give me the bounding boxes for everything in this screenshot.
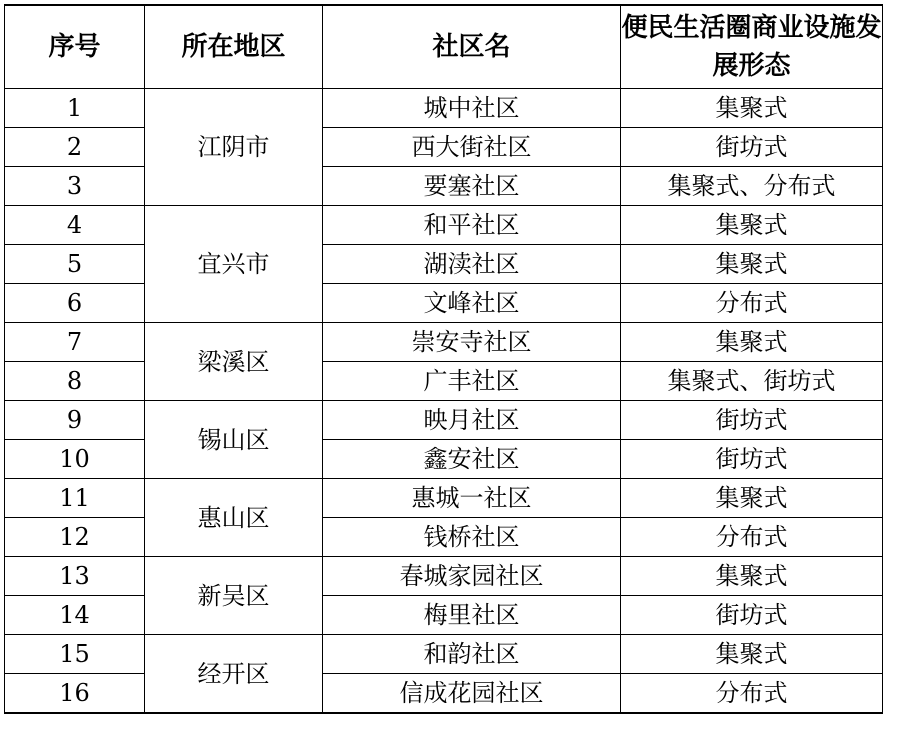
header-community: 社区名: [323, 5, 621, 89]
table-row: [5, 245, 883, 284]
table-row: [5, 674, 883, 714]
cell-community: 和韵社区: [323, 635, 621, 674]
cell-community: 城中社区: [323, 89, 621, 128]
table-row: [5, 635, 883, 674]
cell-region: 梁溪区: [145, 323, 323, 401]
cell-no: 7: [5, 323, 145, 362]
cell-no: 10: [5, 440, 145, 479]
cell-form: 街坊式: [621, 128, 883, 167]
table-row: [5, 518, 883, 557]
table-row: [5, 362, 883, 401]
table-row: [5, 401, 883, 440]
cell-form: 分布式: [621, 674, 883, 714]
cell-region: 新吴区: [145, 557, 323, 635]
cell-no: 5: [5, 245, 145, 284]
cell-no: 14: [5, 596, 145, 635]
header-form: 便民生活圈商业设施发展形态: [621, 5, 883, 89]
cell-community: 文峰社区: [323, 284, 621, 323]
cell-no: 9: [5, 401, 145, 440]
cell-form: 集聚式: [621, 206, 883, 245]
cell-community: 春城家园社区: [323, 557, 621, 596]
cell-form: 集聚式: [621, 323, 883, 362]
cell-community: 湖渎社区: [323, 245, 621, 284]
cell-community: 和平社区: [323, 206, 621, 245]
cell-form: 街坊式: [621, 401, 883, 440]
cell-form: 街坊式: [621, 596, 883, 635]
cell-form: 分布式: [621, 284, 883, 323]
cell-region: 锡山区: [145, 401, 323, 479]
cell-form: 分布式: [621, 518, 883, 557]
cell-no: 11: [5, 479, 145, 518]
table-row: [5, 167, 883, 206]
cell-community: 惠城一社区: [323, 479, 621, 518]
cell-community: 信成花园社区: [323, 674, 621, 714]
cell-no: 4: [5, 206, 145, 245]
cell-community: 崇安寺社区: [323, 323, 621, 362]
table-row: [5, 440, 883, 479]
cell-no: 13: [5, 557, 145, 596]
community-table: [4, 4, 883, 714]
cell-form: 集聚式、分布式: [621, 167, 883, 206]
cell-no: 3: [5, 167, 145, 206]
cell-community: 映月社区: [323, 401, 621, 440]
table-row: [5, 557, 883, 596]
cell-form: 集聚式、街坊式: [621, 362, 883, 401]
cell-no: 8: [5, 362, 145, 401]
header-no: 序号: [5, 5, 145, 89]
cell-no: 6: [5, 284, 145, 323]
table-row: [5, 128, 883, 167]
cell-region: 惠山区: [145, 479, 323, 557]
cell-no: 2: [5, 128, 145, 167]
cell-form: 集聚式: [621, 557, 883, 596]
cell-region: 宜兴市: [145, 206, 323, 323]
header-row: [5, 5, 883, 89]
cell-community: 梅里社区: [323, 596, 621, 635]
cell-no: 16: [5, 674, 145, 714]
cell-community: 鑫安社区: [323, 440, 621, 479]
table-row: [5, 479, 883, 518]
cell-region: 江阴市: [145, 89, 323, 206]
table-row: [5, 323, 883, 362]
table-row: [5, 89, 883, 128]
cell-form: 集聚式: [621, 89, 883, 128]
cell-region: 经开区: [145, 635, 323, 714]
table-row: [5, 596, 883, 635]
table-body: [5, 5, 883, 713]
table-row: [5, 284, 883, 323]
cell-community: 广丰社区: [323, 362, 621, 401]
cell-form: 集聚式: [621, 635, 883, 674]
cell-no: 1: [5, 89, 145, 128]
cell-form: 集聚式: [621, 245, 883, 284]
cell-form: 集聚式: [621, 479, 883, 518]
table-row: [5, 206, 883, 245]
cell-form: 街坊式: [621, 440, 883, 479]
cell-no: 15: [5, 635, 145, 674]
cell-no: 12: [5, 518, 145, 557]
cell-community: 要塞社区: [323, 167, 621, 206]
header-region: 所在地区: [145, 5, 323, 89]
cell-community: 西大街社区: [323, 128, 621, 167]
cell-community: 钱桥社区: [323, 518, 621, 557]
